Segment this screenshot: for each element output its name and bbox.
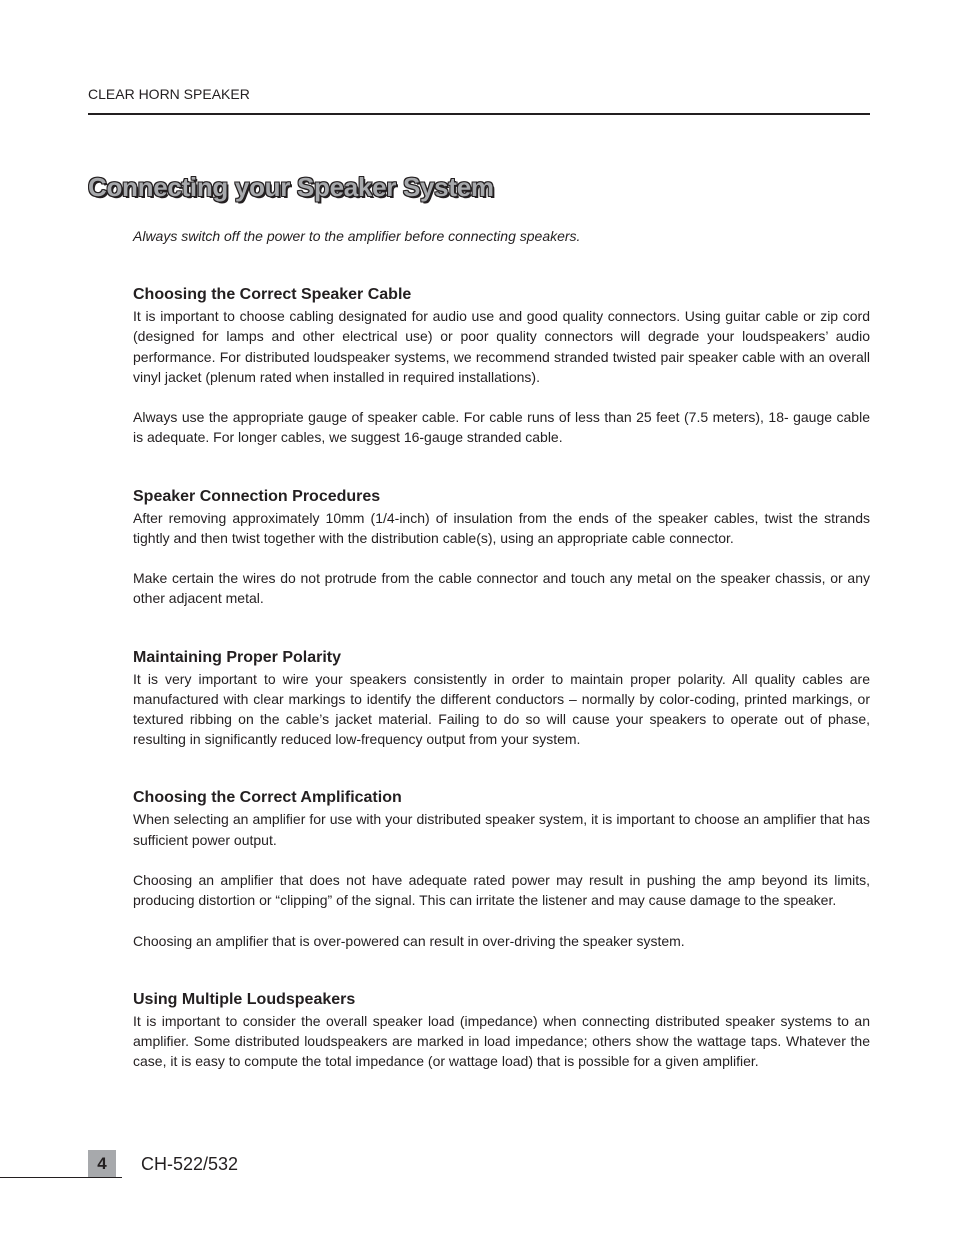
section-heading: Maintaining Proper Polarity (133, 648, 342, 666)
paragraph: Choosing an amplifier that does not have adequate rated power may result in pushing the amp beyond its limits, producing distortion or “clipping” of the signal. This can irritate the listener and may cause damage to the speaker. (133, 872, 870, 909)
paragraph: Always use the appropriate gauge of speaker cable. For cable runs of less than 25 feet (7.5 meters), 18- gauge cable is adequate. For longer cables, we suggest 16-gauge stranded cable. (133, 409, 870, 446)
footer-rule (0, 1177, 122, 1178)
paragraph: After removing approximately 10mm (1/4-inch) of insulation from the ends of the speaker cables, twist the strands tightly and then twist together with the distribution cable(s), using an appropriate cable connector. (133, 509, 870, 546)
section-multiple-loudspeakers (133, 989, 870, 1072)
section-heading: Choosing the Correct Amplification (133, 789, 402, 807)
paragraph: Choosing an amplifier that is over-powered can result in over-driving the speaker system. (133, 932, 685, 949)
header-rule (88, 113, 870, 115)
section-heading: Speaker Connection Procedures (133, 487, 381, 505)
paragraph: It is very important to wire your speakers consistently in order to maintain proper polarity. All quality cables are manufactured with clear markings to identify the different conductors – normally by color-coding, printed markings, or textured ribbing on the cable’s jacket material. Failing to do so will cause your speakers to operate out of phase, resulting in significantly reduced low-frequency output from your system. (133, 670, 870, 748)
paragraph: Make certain the wires do not protrude from the cable connector and touch any metal on the speaker chassis, or any other adjacent metal. (133, 570, 870, 607)
section-heading: Using Multiple Loudspeakers (133, 990, 356, 1008)
running-header: CLEAR HORN SPEAKER (88, 86, 250, 102)
paragraph: It is important to consider the overall speaker load (impedance) when connecting distributed speaker systems to an amplifier. Some distributed loudspeakers are marked in load impedance; others show the wattage taps. Whatever the case, it is easy to compute the total impedance (or wattage load) that is possible for a given amplifier. (133, 1012, 870, 1070)
section-heading: Choosing the Correct Speaker Cable (133, 286, 412, 304)
intro-note: Always switch off the power to the amplifier before connecting speakers. (133, 228, 581, 244)
content-body (133, 226, 870, 1071)
model-label: CH-522/532 (141, 1154, 239, 1174)
page-number: 4 (88, 1150, 116, 1177)
page-title: Connecting your Speaker System (88, 172, 494, 202)
section-amplification (133, 787, 870, 950)
section-speaker-cable (133, 284, 870, 447)
section-connection-procedures (133, 486, 870, 609)
paragraph: When selecting an amplifier for use with your distributed speaker system, it is important to choose an amplifier that has sufficient power output. (133, 811, 870, 848)
section-polarity (133, 647, 870, 750)
paragraph: It is important to choose cabling designated for audio use and good quality connectors. Using guitar cable or zip cord (designed for lamps and other electrical use) or poor quality connectors will degrade your loudspeakers’ audio performance. For distributed loudspeaker systems, we recommend stranded twisted pair speaker cable with an overall vinyl jacket (plenum rated when installed in required installations). (133, 308, 870, 385)
